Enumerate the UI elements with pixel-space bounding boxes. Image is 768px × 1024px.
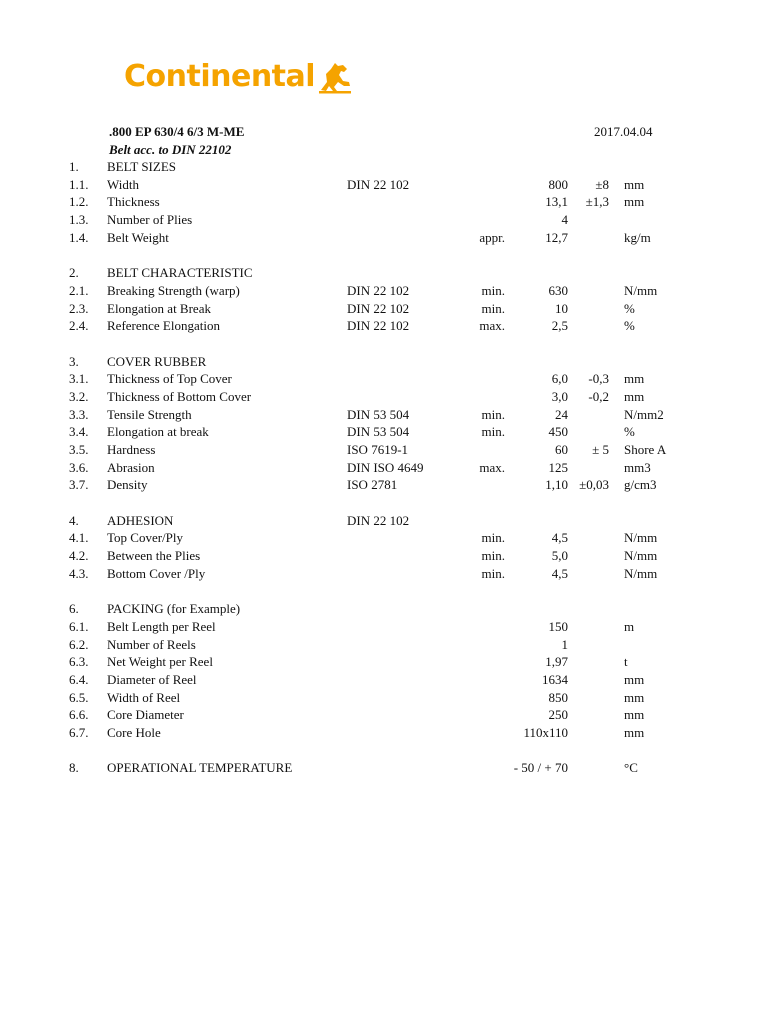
logo-text: Continental — [124, 59, 316, 94]
row-label: Reference Elongation — [107, 318, 220, 334]
row-unit: mm — [624, 388, 645, 404]
row-number: 3. — [69, 353, 79, 369]
row-number: 3.3. — [69, 406, 89, 422]
row-value: 110x110 — [523, 725, 568, 740]
belt-standard-subtitle: Belt acc. to DIN 22102 — [109, 142, 232, 157]
row-label: Density — [107, 477, 148, 493]
spec-row — [0, 158, 768, 176]
row-unit: mm — [624, 176, 645, 192]
row-value: 12,7 — [545, 229, 568, 245]
spec-row — [0, 565, 768, 583]
row-value: 24 — [555, 406, 568, 422]
row-standard: ISO 7619-1 — [347, 442, 409, 457]
row-qualifier: min. — [481, 548, 505, 564]
row-unit: mm — [624, 671, 645, 687]
row-value: 1634 — [542, 671, 568, 687]
spec-row — [0, 547, 768, 565]
row-value: 800 — [548, 176, 568, 192]
row-number: 2.3. — [69, 300, 89, 316]
row-value: 4,5 — [551, 565, 568, 581]
row-number: 6.5. — [69, 689, 89, 705]
row-unit: mm — [624, 371, 645, 387]
row-number: 2. — [69, 265, 79, 281]
spec-row — [0, 529, 768, 547]
spec-row — [0, 370, 768, 388]
row-label: Tensile Strength — [107, 406, 192, 422]
row-unit: mm — [624, 689, 645, 705]
row-unit: mm — [624, 725, 645, 740]
row-number: 6.4. — [69, 671, 89, 687]
row-qualifier: appr. — [479, 229, 505, 245]
row-value: 3,0 — [551, 388, 568, 404]
row-value: 4,5 — [551, 530, 568, 546]
row-number: 6.2. — [69, 636, 89, 652]
row-qualifier: min. — [481, 565, 505, 581]
row-number: 3.1. — [69, 371, 89, 387]
spec-row — [0, 353, 768, 371]
row-unit: % — [624, 300, 635, 316]
row-value: 450 — [548, 424, 568, 440]
row-standard: ISO 2781 — [347, 477, 398, 493]
row-value: 1 — [561, 636, 568, 652]
row-label: Top Cover/Ply — [107, 530, 184, 546]
row-value: 5,0 — [551, 548, 568, 564]
row-standard: DIN 53 504 — [347, 406, 410, 422]
row-tolerance: ± 5 — [592, 442, 609, 457]
horse-logo-icon — [317, 60, 353, 94]
document-date: 2017.04.04 — [594, 124, 653, 139]
row-value: 2,5 — [551, 318, 568, 334]
row-number: 2.1. — [69, 282, 89, 298]
row-label: Number of Reels — [107, 636, 196, 652]
spacer-row — [0, 246, 768, 264]
row-standard: DIN 53 504 — [347, 424, 410, 440]
row-value: 60 — [555, 442, 568, 457]
row-value: 125 — [548, 459, 568, 475]
row-standard: DIN 22 102 — [347, 512, 410, 528]
row-value: - 50 / + 70 — [513, 760, 568, 776]
row-unit: g/cm3 — [624, 477, 657, 493]
row-qualifier: max. — [479, 318, 505, 334]
row-unit: m — [624, 618, 635, 634]
row-number: 8. — [69, 760, 79, 776]
row-unit: mm — [624, 707, 645, 723]
spec-row — [0, 706, 768, 724]
spec-row — [0, 759, 768, 777]
row-number: 4.1. — [69, 530, 89, 546]
spec-row — [0, 653, 768, 671]
row-label: Elongation at Break — [107, 300, 211, 316]
row-number: 3.6. — [69, 459, 89, 475]
spec-row — [0, 512, 768, 530]
row-number: 6.6. — [69, 707, 89, 723]
spec-row — [0, 423, 768, 441]
row-unit: t — [624, 654, 628, 670]
row-tolerance: ±8 — [595, 176, 609, 192]
row-value: 850 — [548, 689, 568, 705]
row-standard: DIN ISO 4649 — [347, 459, 424, 475]
row-unit: N/mm2 — [624, 406, 664, 422]
row-label: Belt Weight — [107, 229, 169, 245]
row-label: Thickness — [107, 194, 160, 210]
row-label: BELT CHARACTERISTIC — [107, 265, 253, 281]
row-number: 6. — [69, 601, 79, 617]
row-label: Bottom Cover /Ply — [107, 565, 206, 581]
row-label: Thickness of Top Cover — [107, 371, 232, 387]
specification-table — [0, 158, 768, 777]
row-value: 250 — [548, 707, 568, 723]
belt-code: .800 EP 630/4 6/3 M-ME — [109, 124, 245, 139]
row-value: 630 — [548, 282, 568, 298]
row-label: Thickness of Bottom Cover — [107, 388, 252, 404]
spec-row — [0, 689, 768, 707]
spacer-row — [0, 583, 768, 601]
spec-row — [0, 300, 768, 318]
row-number: 3.2. — [69, 388, 89, 404]
row-label: PACKING (for Example) — [107, 601, 241, 617]
row-number: 1. — [69, 159, 79, 174]
spec-row — [0, 476, 768, 494]
row-unit: mm — [624, 194, 645, 210]
row-value: 150 — [548, 618, 568, 634]
spec-row — [0, 264, 768, 282]
spec-row — [0, 176, 768, 194]
row-standard: DIN 22 102 — [347, 318, 410, 334]
spec-row — [0, 671, 768, 689]
spacer-row — [0, 335, 768, 353]
spec-row — [0, 600, 768, 618]
row-number: 6.1. — [69, 618, 89, 634]
row-label: Between the Plies — [107, 548, 201, 564]
row-value: 13,1 — [545, 194, 568, 210]
row-unit: % — [624, 318, 635, 334]
spec-row — [0, 459, 768, 477]
spec-row — [0, 388, 768, 406]
spec-row — [0, 282, 768, 300]
row-number: 4.3. — [69, 565, 89, 581]
row-unit: N/mm — [624, 565, 658, 581]
row-unit: N/mm — [624, 548, 658, 564]
row-label: Net Weight per Reel — [107, 654, 213, 670]
row-standard: DIN 22 102 — [347, 176, 410, 192]
row-unit: kg/m — [624, 229, 651, 245]
spec-row — [0, 618, 768, 636]
row-value: 1,10 — [545, 477, 568, 493]
row-label: Elongation at break — [107, 424, 209, 440]
row-tolerance: -0,3 — [588, 371, 609, 387]
row-standard: DIN 22 102 — [347, 282, 410, 298]
row-label: Diameter of Reel — [107, 671, 197, 687]
row-qualifier: max. — [479, 459, 505, 475]
spec-row — [0, 193, 768, 211]
spec-row — [0, 211, 768, 229]
row-qualifier: min. — [481, 424, 505, 440]
row-standard: DIN 22 102 — [347, 300, 410, 316]
row-label: OPERATIONAL TEMPERATURE — [107, 760, 293, 776]
row-value: 1,97 — [545, 654, 568, 670]
row-label: BELT SIZES — [107, 159, 176, 174]
row-number: 1.3. — [69, 212, 89, 228]
row-number: 6.3. — [69, 654, 89, 670]
row-label: Abrasion — [107, 459, 155, 475]
row-tolerance: -0,2 — [588, 388, 609, 404]
row-number: 1.1. — [69, 176, 89, 192]
row-qualifier: min. — [481, 530, 505, 546]
row-unit: mm3 — [624, 459, 651, 475]
row-number: 3.7. — [69, 477, 89, 493]
row-unit: % — [624, 424, 635, 440]
row-number: 4. — [69, 512, 79, 528]
row-label: COVER RUBBER — [107, 353, 207, 369]
row-number: 3.4. — [69, 424, 89, 440]
row-number: 3.5. — [69, 442, 89, 457]
row-number: 6.7. — [69, 725, 89, 740]
row-value: 4 — [561, 212, 568, 228]
row-unit: Shore A — [624, 442, 667, 457]
spec-row — [0, 317, 768, 335]
row-label: Core Hole — [107, 725, 161, 740]
row-label: Width of Reel — [107, 689, 181, 705]
spacer-row — [0, 742, 768, 760]
row-label: ADHESION — [107, 512, 174, 528]
row-label: Width — [107, 176, 139, 192]
row-qualifier: min. — [481, 300, 505, 316]
row-label: Hardness — [107, 442, 156, 457]
row-number: 2.4. — [69, 318, 89, 334]
row-number: 1.2. — [69, 194, 89, 210]
row-label: Breaking Strength (warp) — [107, 282, 240, 298]
row-number: 4.2. — [69, 548, 89, 564]
spec-row — [0, 724, 768, 742]
row-label: Number of Plies — [107, 212, 193, 228]
row-qualifier: min. — [481, 282, 505, 298]
spacer-row — [0, 494, 768, 512]
spec-row — [0, 441, 768, 459]
row-unit: N/mm — [624, 282, 658, 298]
row-value: 10 — [555, 300, 568, 316]
row-label: Core Diameter — [107, 707, 184, 723]
spec-row — [0, 229, 768, 247]
row-unit: N/mm — [624, 530, 658, 546]
continental-logo — [124, 50, 353, 94]
row-number: 1.4. — [69, 229, 89, 245]
row-unit: °C — [624, 760, 638, 776]
row-tolerance: ±0,03 — [579, 477, 609, 493]
spec-row — [0, 636, 768, 654]
spec-row — [0, 406, 768, 424]
row-label: Belt Length per Reel — [107, 618, 216, 634]
row-qualifier: min. — [481, 406, 505, 422]
row-tolerance: ±1,3 — [585, 194, 609, 210]
row-value: 6,0 — [551, 371, 568, 387]
